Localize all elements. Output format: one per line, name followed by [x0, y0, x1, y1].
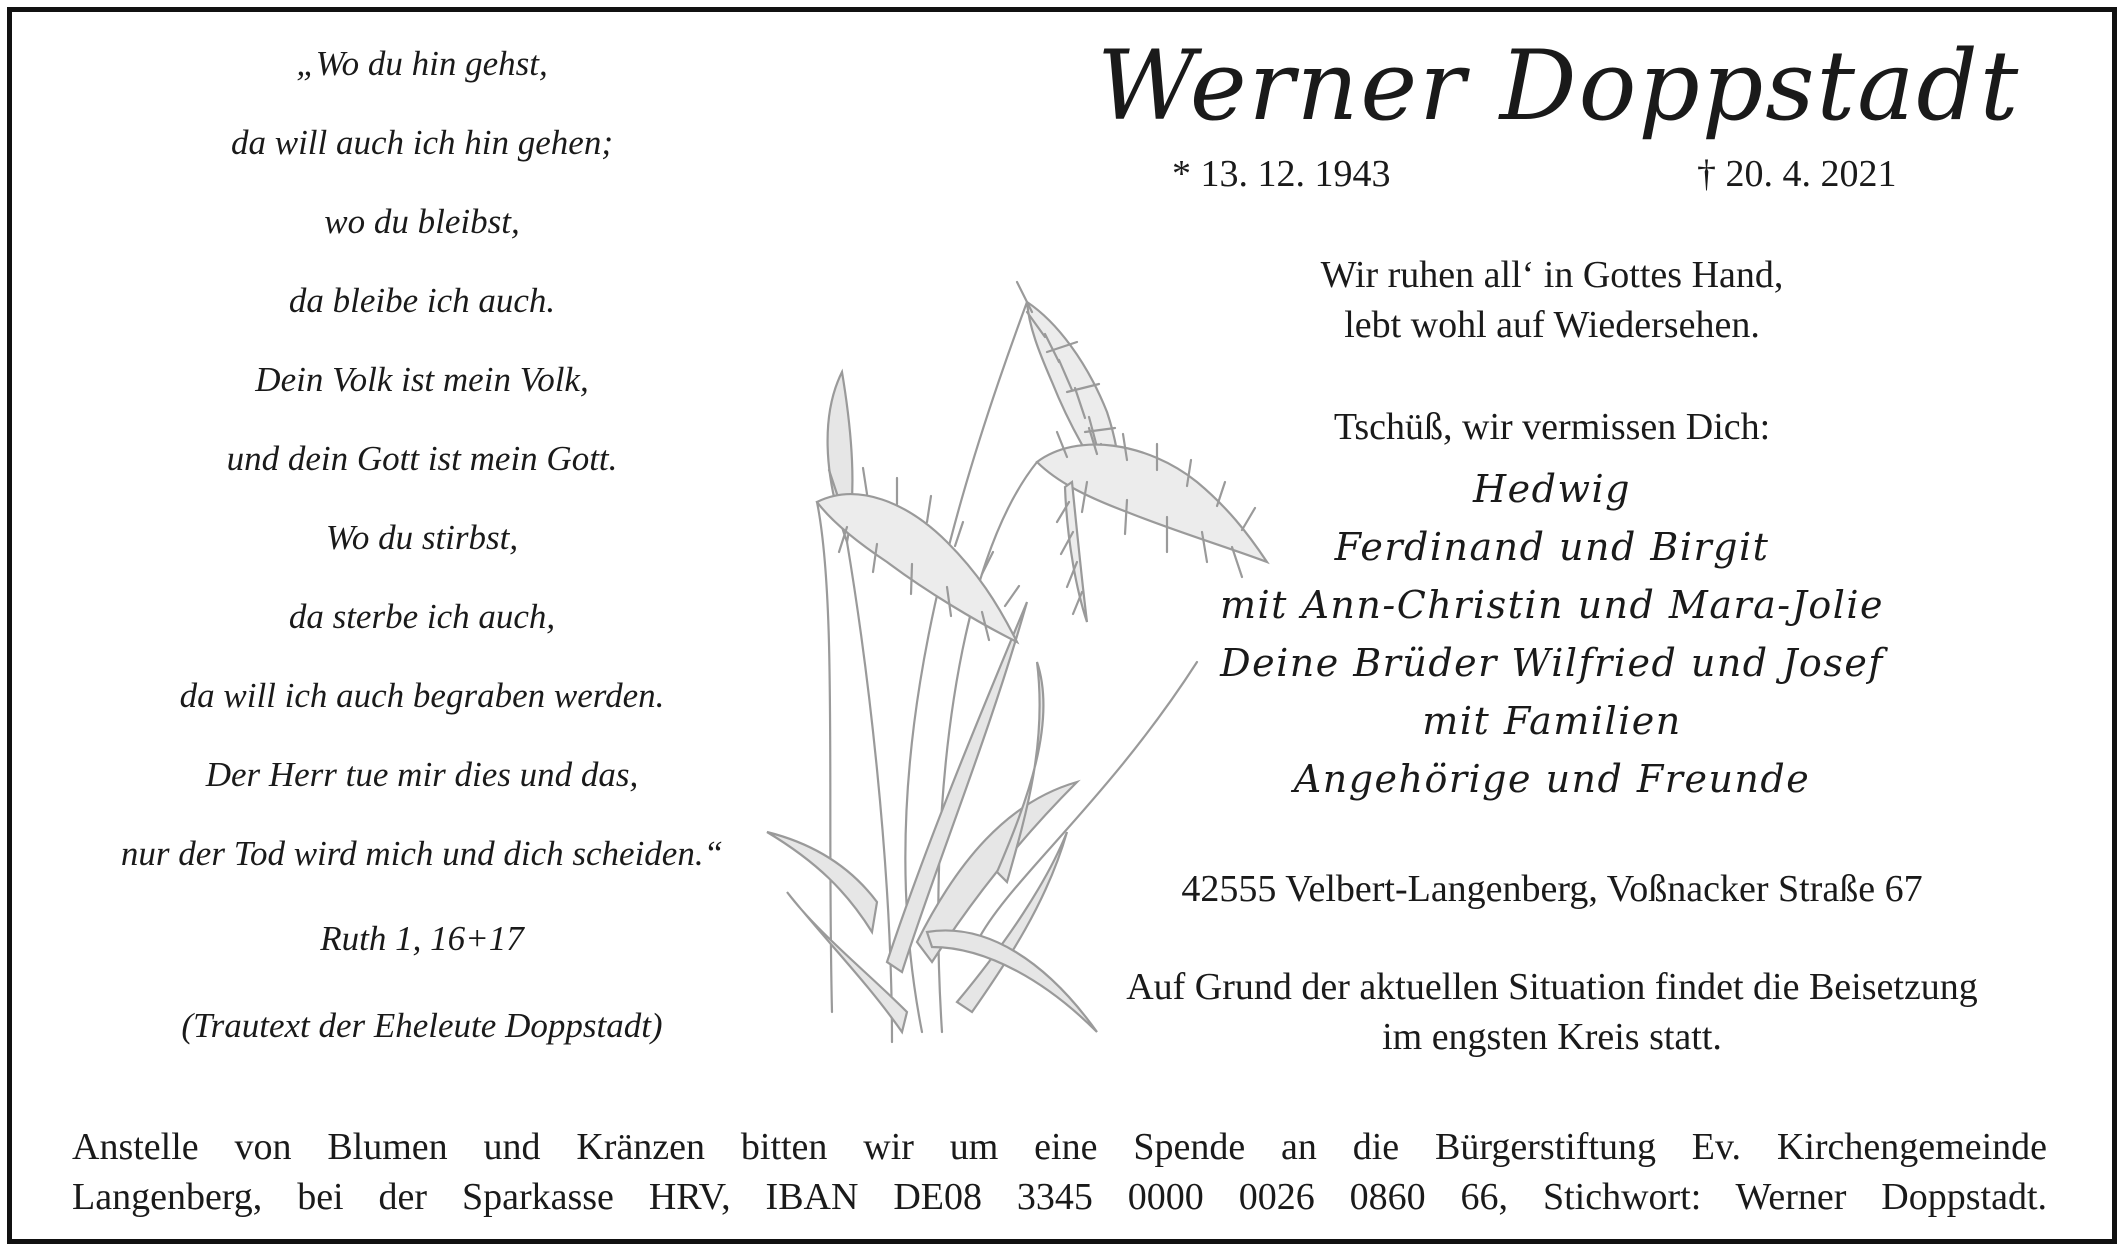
- verse-line: Der Herr tue mir dies und das,: [205, 755, 639, 794]
- verse-line: nur der Tod wird mich und dich scheiden.“: [120, 834, 724, 873]
- funeral-notice: [1052, 962, 2052, 1062]
- mourner-entry: mit Familien: [1422, 699, 1682, 743]
- mourner-entry: Angehörige und Freunde: [1293, 757, 1811, 801]
- family-address: 42555 Velbert-Langenberg, Voßnacker Straße 67: [1181, 868, 1923, 910]
- donation-line: Langenberg, bei der Sparkasse HRV, IBAN DE08 3345 0000 0026 0860 66, Stichwort: Werner Doppstadt.: [72, 1176, 2047, 1218]
- donation-line: Anstelle von Blumen und Kränzen bitten wir um eine Spende an die Bürgerstiftung Ev. Kirchengemeinde: [72, 1126, 2047, 1168]
- verse-line: da will auch ich hin gehen;: [230, 123, 613, 162]
- verse-note: (Trautext der Eheleute Doppstadt): [181, 1006, 663, 1045]
- verse-line: wo du bleibst,: [324, 202, 520, 241]
- mourner-entry: Deine Brüder Wilfried und Josef: [1220, 641, 1884, 685]
- verse-line: Dein Volk ist mein Volk,: [255, 360, 589, 399]
- mourner-entry: Hedwig: [1473, 467, 1631, 511]
- quote-line: Wir ruhen all‘ in Gottes Hand,: [1320, 254, 1784, 296]
- deceased-name: Werner Doppstadt: [1097, 30, 2021, 142]
- verse-line: und dein Gott ist mein Gott.: [226, 439, 618, 478]
- notice-line: im engsten Kreis statt.: [1382, 1016, 1722, 1058]
- verse-line: da will ich auch begraben werden.: [179, 676, 665, 715]
- quote-line: lebt wohl auf Wiedersehen.: [1344, 304, 1760, 346]
- verse-line: „Wo du hin gehst,: [296, 44, 548, 83]
- donation-request: [72, 1122, 2047, 1222]
- verse-line: da bleibe ich auch.: [288, 281, 556, 320]
- farewell-line: Tschüß, wir vermissen Dich:: [1333, 406, 1771, 448]
- birth-date: * 13. 12. 1943: [1172, 153, 1391, 195]
- memorial-quote: [1052, 250, 2052, 350]
- obituary-notice: [7, 7, 2117, 1244]
- mourner-entry: Ferdinand und Birgit: [1334, 525, 1770, 569]
- verse-reference: Ruth 1, 16+17: [320, 919, 524, 958]
- verse-line: da sterbe ich auch,: [288, 597, 556, 636]
- bible-verse: [32, 40, 812, 909]
- mourners-list: [1052, 460, 2052, 808]
- mourner-entry: mit Ann-Christin und Mara-Jolie: [1219, 583, 1885, 627]
- notice-line: Auf Grund der aktuellen Situation findet die Beisetzung: [1126, 966, 1978, 1008]
- death-date: † 20. 4. 2021: [1697, 153, 1897, 195]
- verse-line: Wo du stirbst,: [325, 518, 519, 557]
